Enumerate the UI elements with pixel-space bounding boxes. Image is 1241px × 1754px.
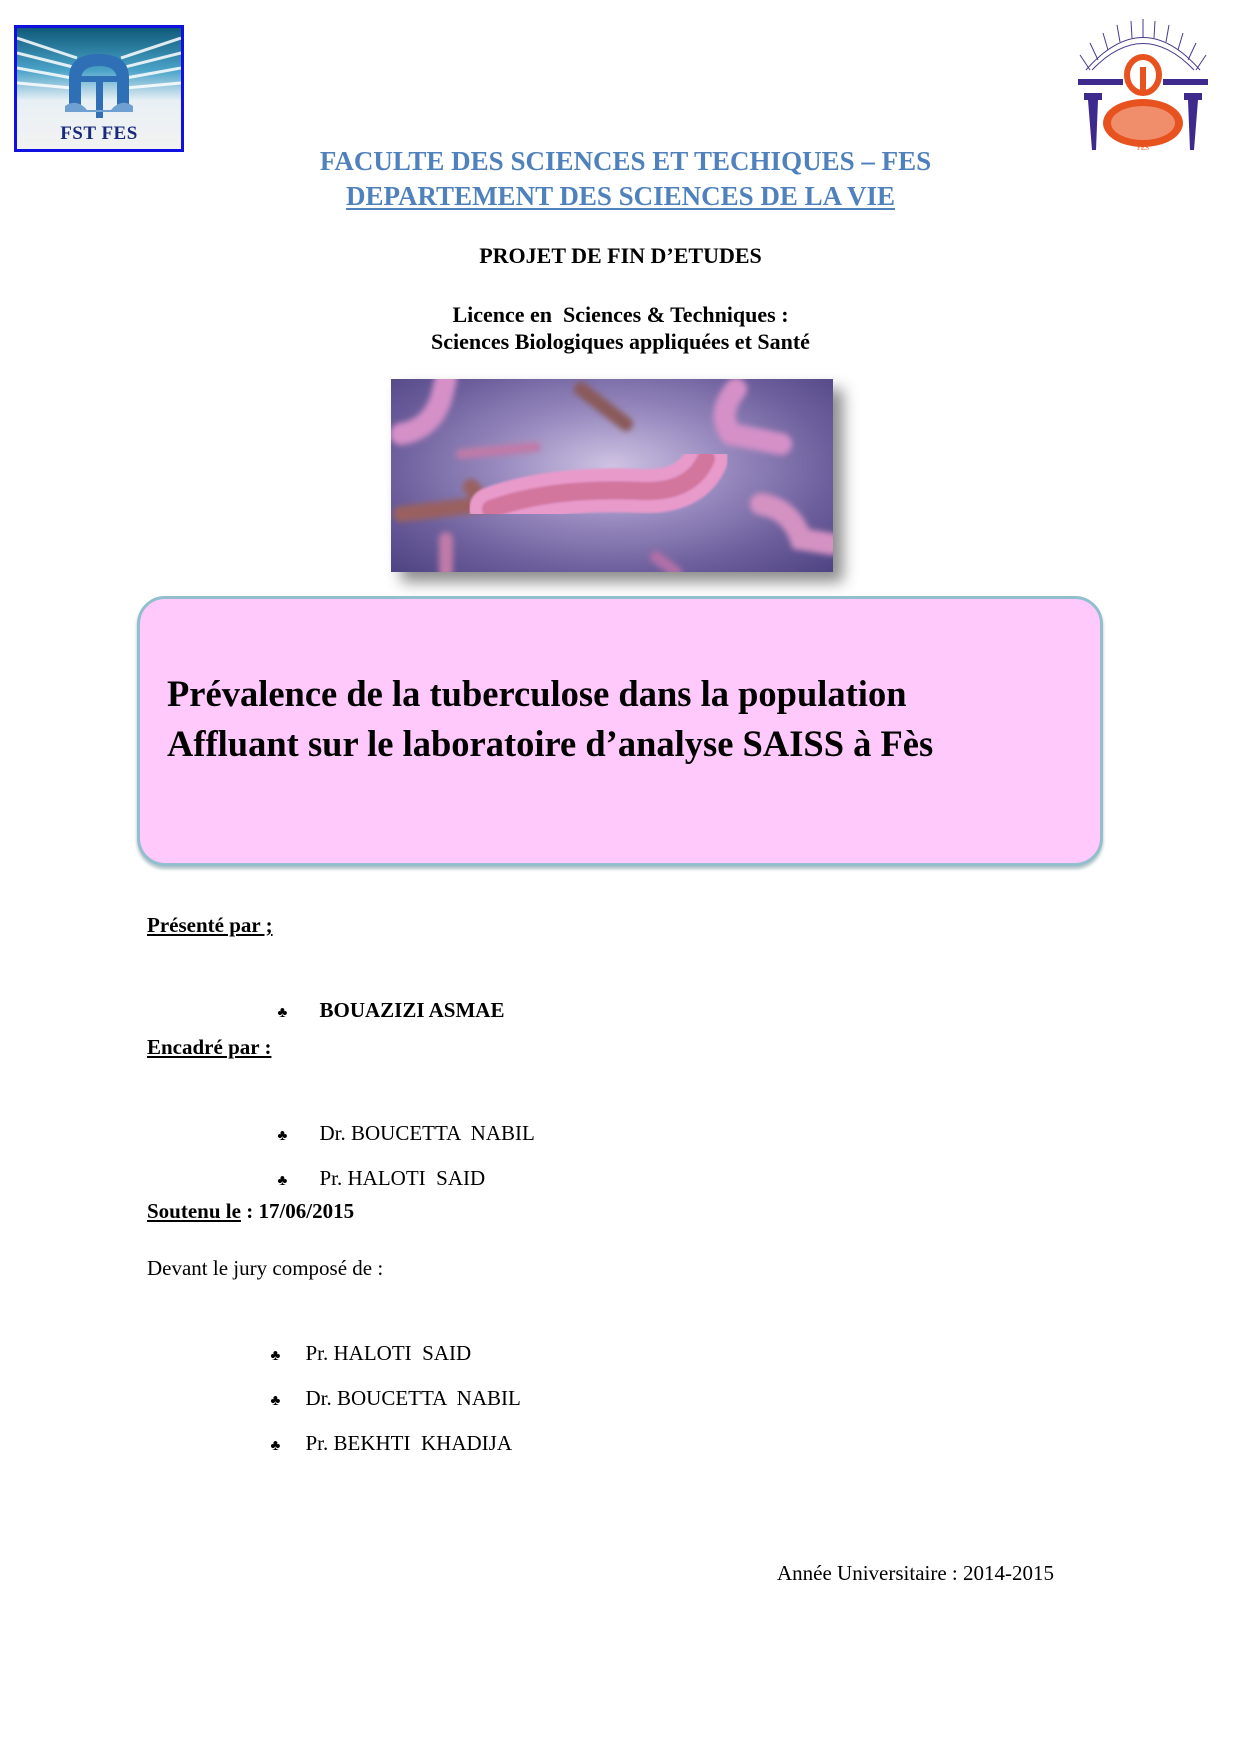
supervisor-name: Dr. BOUCETTA NABIL xyxy=(319,1121,535,1145)
fst-fes-logo xyxy=(14,25,184,152)
supervisor-name: Pr. HALOTI SAID xyxy=(319,1166,486,1190)
club-bullet-icon: ♣ xyxy=(277,1173,288,1189)
jury-item xyxy=(260,1361,521,1411)
jury-label: Devant le jury composé de : xyxy=(147,1256,384,1280)
thesis-title-line-1: Prévalence de la tuberculose dans la population xyxy=(167,673,907,714)
degree-line-1: Licence en Sciences & Techniques : xyxy=(452,302,789,327)
club-bullet-icon: ♣ xyxy=(277,1005,288,1021)
jury-item xyxy=(260,1406,512,1456)
defense-date: 17/06/2015 xyxy=(258,1199,355,1223)
university-logo xyxy=(1068,15,1218,155)
jury-member-name: Dr. BOUCETTA NABIL xyxy=(305,1386,521,1410)
defense-label: Soutenu le xyxy=(147,1199,241,1223)
defense-date-line xyxy=(147,1199,354,1224)
jury-member-name: Pr. BEKHTI KHADIJA xyxy=(305,1431,512,1455)
bacteria-illustration xyxy=(391,379,833,572)
club-bullet-icon: ♣ xyxy=(270,1438,281,1454)
bacteria-icon xyxy=(391,379,833,572)
project-type: PROJET DE FIN D’ETUDES xyxy=(479,243,762,268)
presented-by-label: Présenté par ; xyxy=(147,913,273,937)
degree-line-2: Sciences Biologiques appliquées et Santé xyxy=(431,329,810,354)
supervisor-item xyxy=(267,1096,535,1146)
presenter-name: BOUAZIZI ASMAE xyxy=(319,998,505,1022)
department-title-text: DEPARTEMENT DES SCIENCES DE LA VIE xyxy=(346,181,895,211)
academic-year: Année Universitaire : 2014-2015 xyxy=(777,1561,1055,1585)
logo-left-text: FST FES xyxy=(60,123,138,144)
jury-item xyxy=(260,1316,471,1366)
defense-separator: : xyxy=(240,1199,259,1223)
supervised-by-label: Encadré par : xyxy=(147,1035,272,1059)
club-bullet-icon: ♣ xyxy=(277,1128,288,1144)
thesis-title-line-2: Affluant sur le laboratoire d’analyse SAISS à Fès xyxy=(167,723,934,764)
department-title xyxy=(0,181,1241,212)
university-emblem-icon xyxy=(1068,15,1218,155)
thesis-title xyxy=(167,669,933,769)
club-bullet-icon: ♣ xyxy=(270,1348,281,1364)
svg-text:FES: FES xyxy=(1136,144,1150,152)
jury-member-name: Pr. HALOTI SAID xyxy=(305,1341,472,1365)
presenter-item xyxy=(267,973,504,1023)
faculty-title: FACULTE DES SCIENCES ET TECHIQUES – FES xyxy=(319,146,932,176)
thesis-title-box xyxy=(137,596,1103,866)
club-bullet-icon: ♣ xyxy=(270,1393,281,1409)
supervisor-item xyxy=(267,1141,485,1191)
